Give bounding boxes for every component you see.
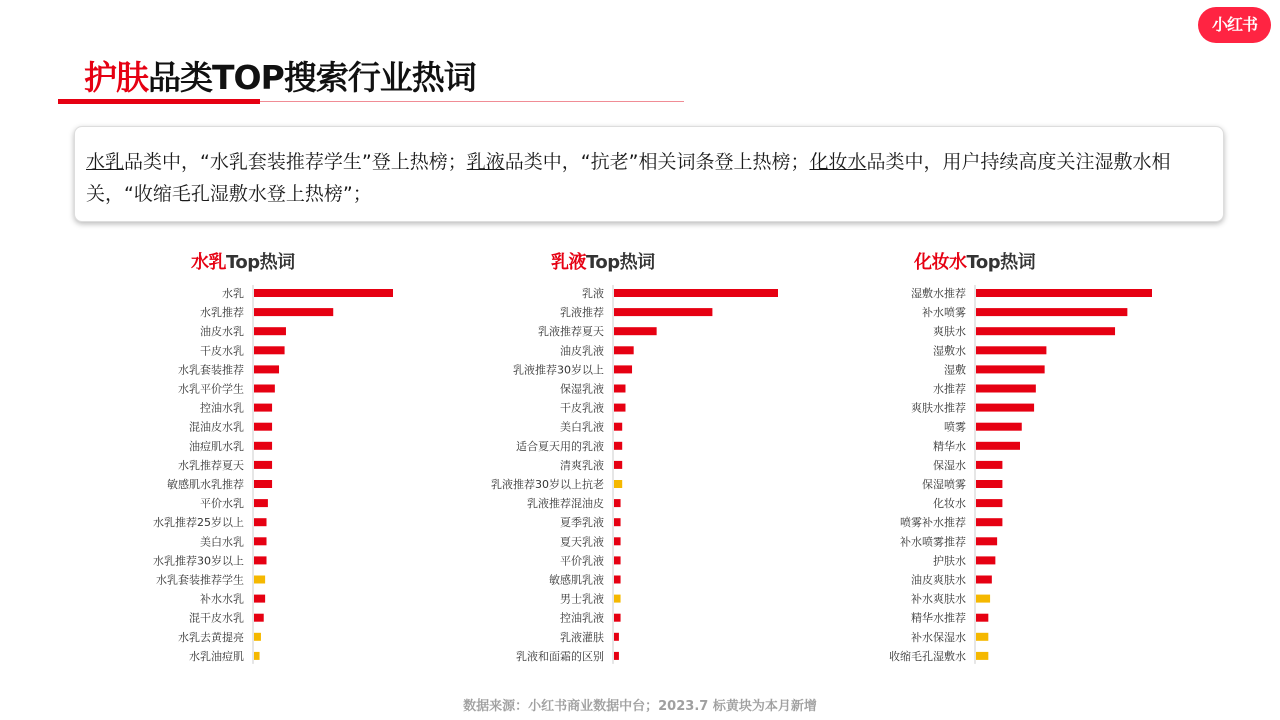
category-label: 补水喷雾推荐 [900,535,966,549]
category-label: 保湿水 [933,458,966,472]
category-label: 补水水乳 [200,592,244,606]
chart-title-highlight: 乳液 [551,252,586,273]
category-label: 敏感肌水乳推荐 [167,478,244,491]
bar [976,556,995,564]
chart-title-rest: Top热词 [966,252,1036,273]
category-label: 水推荐 [933,382,966,396]
bar [614,556,621,564]
bar [254,499,268,507]
category-label: 乳液推荐 [560,306,604,320]
category-label: 湿敷水 [933,344,966,358]
bar [254,480,272,488]
category-label: 湿敷水推荐 [911,287,966,300]
bar [254,537,267,545]
bar [976,652,988,660]
summary-text: 相关词条登上热榜； [638,151,810,173]
chart-title-highlight: 水乳 [191,252,226,273]
category-label: 湿敷 [944,363,966,377]
summary-keyword: 乳液 [466,151,505,173]
bar [254,308,333,316]
bar [614,595,621,603]
category-label: 水乳推荐30岁以上 [153,554,244,568]
category-label: 男士乳液 [560,592,604,606]
category-label: 乳液 [582,287,604,300]
bar [254,289,393,297]
bar [976,461,1002,469]
category-label: 夏季乳液 [560,516,604,530]
chart-title-rest: Top热词 [226,252,295,273]
category-label: 油皮乳液 [560,344,604,358]
bar [254,518,267,526]
summary-text: 品类中， [124,151,201,173]
summary-text: 登上热榜； [371,151,467,173]
category-label: 精华水 [933,439,966,453]
bar [614,652,619,660]
bar [614,480,622,488]
bar [254,595,265,603]
title-highlight: 护肤 [84,58,148,97]
bar [614,518,621,526]
category-label: 干皮乳液 [560,401,604,415]
category-label: 水乳 [222,287,244,300]
bar [614,633,619,641]
category-label: 喷雾 [944,420,966,434]
bar [614,308,712,316]
category-label: 爽肤水推荐 [911,401,966,415]
category-label: 油痘肌水乳 [189,439,244,453]
category-label: 适合夏天用的乳液 [516,439,604,453]
category-label: 水乳推荐夏天 [178,458,244,472]
category-label: 乳液推荐30岁以上抗老 [491,478,604,491]
category-label: 控油乳液 [560,611,604,625]
bar [254,385,275,393]
bar [976,576,992,584]
category-label: 平价水乳 [200,497,244,511]
bar [976,404,1034,412]
bar [614,442,622,450]
bar [254,404,272,412]
category-label: 美白乳液 [560,420,604,434]
bar [614,346,634,354]
bar [976,518,1002,526]
category-label: 精华水推荐 [911,611,966,625]
bar [254,327,286,335]
bar [976,442,1020,450]
bar [614,576,621,584]
summary-quote: “收缩毛孔湿敷水登上热榜” [124,183,353,205]
category-label: 喷雾补水推荐 [900,516,966,530]
chart-title-highlight: 化妆水 [914,252,967,273]
category-label: 混油皮水乳 [189,420,244,434]
title-rest: 品类TOP搜索行业热词 [148,58,476,97]
category-label: 油皮爽肤水 [911,573,966,587]
bar [254,652,260,660]
bar [254,346,285,354]
bar [976,346,1046,354]
category-label: 保湿喷雾 [922,478,966,491]
bar [976,499,1002,507]
category-label: 油皮水乳 [200,325,244,339]
bar [976,327,1115,335]
bar [614,404,625,412]
footer-source-note: 数据来源：小红书商业数据中台；2023.7 标黄块为本月新增 [463,699,817,714]
category-label: 收缩毛孔湿敷水 [889,649,966,663]
summary-quote: “水乳套装推荐学生” [200,151,372,173]
bar [254,423,272,431]
bar [254,461,272,469]
bar [976,385,1036,393]
category-label: 护肤水 [933,554,966,568]
bar [614,327,657,335]
bar [614,461,622,469]
category-label: 补水保湿水 [911,630,966,644]
category-label: 清爽乳液 [560,458,604,472]
bar [976,308,1127,316]
chart-title-rest: Top热词 [586,252,655,273]
bar [614,537,621,545]
summary-text: 品类中， [504,151,581,173]
category-label: 乳液和面霜的区别 [516,649,604,663]
summary-text: 品类中，用户持续高度关注湿敷水相关， [86,151,1171,205]
category-label: 化妆水 [933,497,966,511]
bar [614,423,622,431]
category-label: 水乳套装推荐学生 [156,573,244,587]
category-label: 水乳套装推荐 [178,363,244,377]
bar [976,423,1022,431]
category-label: 水乳油痘肌 [189,649,244,663]
category-label: 干皮水乳 [200,344,244,358]
bar [614,289,778,297]
category-label: 敏感肌乳液 [549,573,604,587]
category-label: 乳液灌肤 [560,630,604,644]
bar [254,442,272,450]
bar [976,537,997,545]
summary-keyword: 水乳 [86,151,125,173]
bar [976,633,988,641]
category-label: 爽肤水 [933,325,966,339]
category-label: 美白水乳 [200,535,244,549]
bar [254,614,264,622]
category-label: 控油水乳 [200,401,244,415]
bar [614,385,625,393]
bar [976,614,988,622]
bar [254,633,261,641]
category-label: 水乳平价学生 [178,382,244,396]
bar [976,365,1045,373]
xiaohongshu-logo: 小红书 [1198,7,1271,43]
summary-text: ； [352,183,372,205]
bar [614,365,632,373]
category-label: 补水爽肤水 [911,592,966,606]
category-label: 乳液推荐混油皮 [527,497,604,511]
bar [614,499,621,507]
category-label: 乳液推荐夏天 [538,325,604,339]
category-label: 水乳去黄提亮 [178,630,244,644]
bar [254,576,265,584]
category-label: 平价乳液 [560,554,604,568]
category-label: 水乳推荐 [200,306,244,320]
category-label: 乳液推荐30岁以上 [513,363,604,377]
summary-keyword: 化妆水 [809,151,867,173]
bar [254,556,267,564]
category-label: 水乳推荐25岁以上 [153,516,244,530]
bar [254,365,279,373]
bar [976,289,1152,297]
bar [976,595,990,603]
bar [976,480,1002,488]
category-label: 补水喷雾 [922,306,966,320]
category-label: 保湿乳液 [560,382,604,396]
category-label: 夏天乳液 [560,535,604,549]
bar [614,614,621,622]
category-label: 混干皮水乳 [189,611,244,625]
summary-quote: “抗老” [580,151,639,173]
